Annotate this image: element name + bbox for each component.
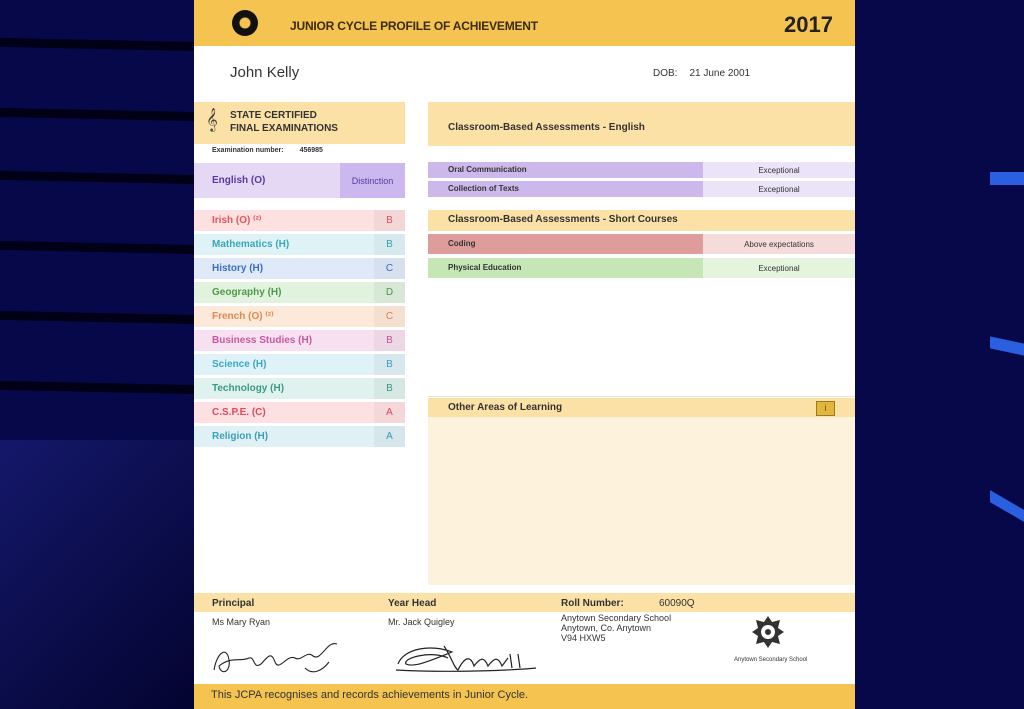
subject-grade: C <box>374 258 405 279</box>
student-name: John Kelly <box>230 64 300 81</box>
cba-result: Exceptional <box>703 258 855 278</box>
cba-english-title: Classroom-Based Assessments - English <box>448 122 645 133</box>
cba-short-courses-header <box>428 210 855 231</box>
examination-number <box>212 147 323 154</box>
cba-result: Exceptional <box>703 162 855 178</box>
date-of-birth <box>653 68 750 79</box>
subject-name: Business Studies (H) <box>212 335 313 346</box>
subject-grade: A <box>374 426 405 447</box>
cba-row <box>428 181 855 197</box>
subject-name: Geography (H) <box>212 287 282 298</box>
subject-name: Technology (H) <box>212 383 285 394</box>
jcpa-document <box>194 0 855 709</box>
subject-grade: B <box>374 234 405 255</box>
subject-grade: B <box>374 330 405 351</box>
logo-icon <box>232 10 258 36</box>
school-address <box>561 613 671 643</box>
exam-number-value: 456985 <box>299 147 323 154</box>
subject-name: History (H) <box>212 263 264 274</box>
principal-label: Principal <box>212 598 255 609</box>
school-address-line-2: Anytown, Co. Anytown <box>561 623 652 633</box>
cba-english-header <box>428 102 855 146</box>
cba-name: Oral Communication <box>448 165 527 174</box>
subject-row <box>194 258 405 279</box>
school-address-line-3: V94 HXW5 <box>561 633 606 643</box>
footer-band <box>194 593 855 612</box>
subject-row <box>194 402 405 423</box>
crest-caption: Anytown Secondary School <box>734 657 808 663</box>
state-line-1: STATE CERTIFIED <box>230 110 317 121</box>
subject-row <box>194 378 405 399</box>
subject-row <box>194 426 405 447</box>
info-icon: i <box>816 401 835 416</box>
document-title: JUNIOR CYCLE PROFILE OF ACHIEVEMENT <box>290 19 538 33</box>
cba-name: Collection of Texts <box>448 184 519 193</box>
other-areas-title: Other Areas of Learning <box>448 402 563 413</box>
subject-name: C.S.P.E. (C) <box>212 407 266 418</box>
year-head-signature <box>392 634 542 680</box>
subject-name: Mathematics (H) <box>212 239 290 250</box>
subject-grade: C <box>374 306 405 327</box>
subject-grade: A <box>374 402 405 423</box>
subject-row <box>194 330 405 351</box>
subject-grade: B <box>374 210 405 231</box>
subject-row <box>194 234 405 255</box>
subject-row <box>194 210 405 231</box>
subject-name: Science (H) <box>212 359 267 370</box>
english-result-row <box>194 163 405 198</box>
cba-result: Exceptional <box>703 181 855 197</box>
section-divider <box>428 396 855 397</box>
cba-row <box>428 258 855 278</box>
subject-grade: B <box>374 354 405 375</box>
dob-label: DOB: <box>653 68 678 79</box>
document-year: 2017 <box>784 12 833 37</box>
english-grade: Distinction <box>340 163 405 198</box>
roll-number-label: Roll Number: <box>561 598 624 609</box>
school-address-line-1: Anytown Secondary School <box>561 613 672 623</box>
subject-row <box>194 354 405 375</box>
principal-name: Ms Mary Ryan <box>212 617 271 627</box>
principal-signature <box>209 632 344 680</box>
subject-grade: B <box>374 378 405 399</box>
cba-name: Physical Education <box>448 263 522 272</box>
cba-short-courses-title: Classroom-Based Assessments - Short Courses <box>448 214 678 225</box>
state-line-2: FINAL EXAMINATIONS <box>230 123 338 134</box>
cba-result: Above expectations <box>703 234 855 254</box>
year-head-label: Year Head <box>388 598 437 609</box>
year-head-name: Mr. Jack Quigley <box>388 617 455 627</box>
school-crest-icon <box>750 614 786 650</box>
cba-row <box>428 234 855 254</box>
roll-number-value: 60090Q <box>659 598 695 609</box>
footer-note: This JCPA recognises and records achievements in Junior Cycle. <box>211 689 529 701</box>
harp-icon: 𝄞 <box>206 109 218 131</box>
subject-grade: D <box>374 282 405 303</box>
subject-name: Religion (H) <box>212 431 269 442</box>
cba-name: Coding <box>448 239 476 248</box>
state-exams-header <box>194 102 405 144</box>
english-subject-name: English (O) <box>212 175 266 186</box>
subject-row <box>194 306 405 327</box>
subject-name: French (O) ⁽²⁾ <box>212 311 274 322</box>
other-areas-header <box>428 398 855 417</box>
cba-row <box>428 162 855 178</box>
dob-value: 21 June 2001 <box>689 68 751 79</box>
subject-row <box>194 282 405 303</box>
exam-number-label: Examination number: <box>212 147 284 154</box>
subject-name: Irish (O) ⁽²⁾ <box>212 215 262 226</box>
other-areas-body <box>428 417 855 585</box>
